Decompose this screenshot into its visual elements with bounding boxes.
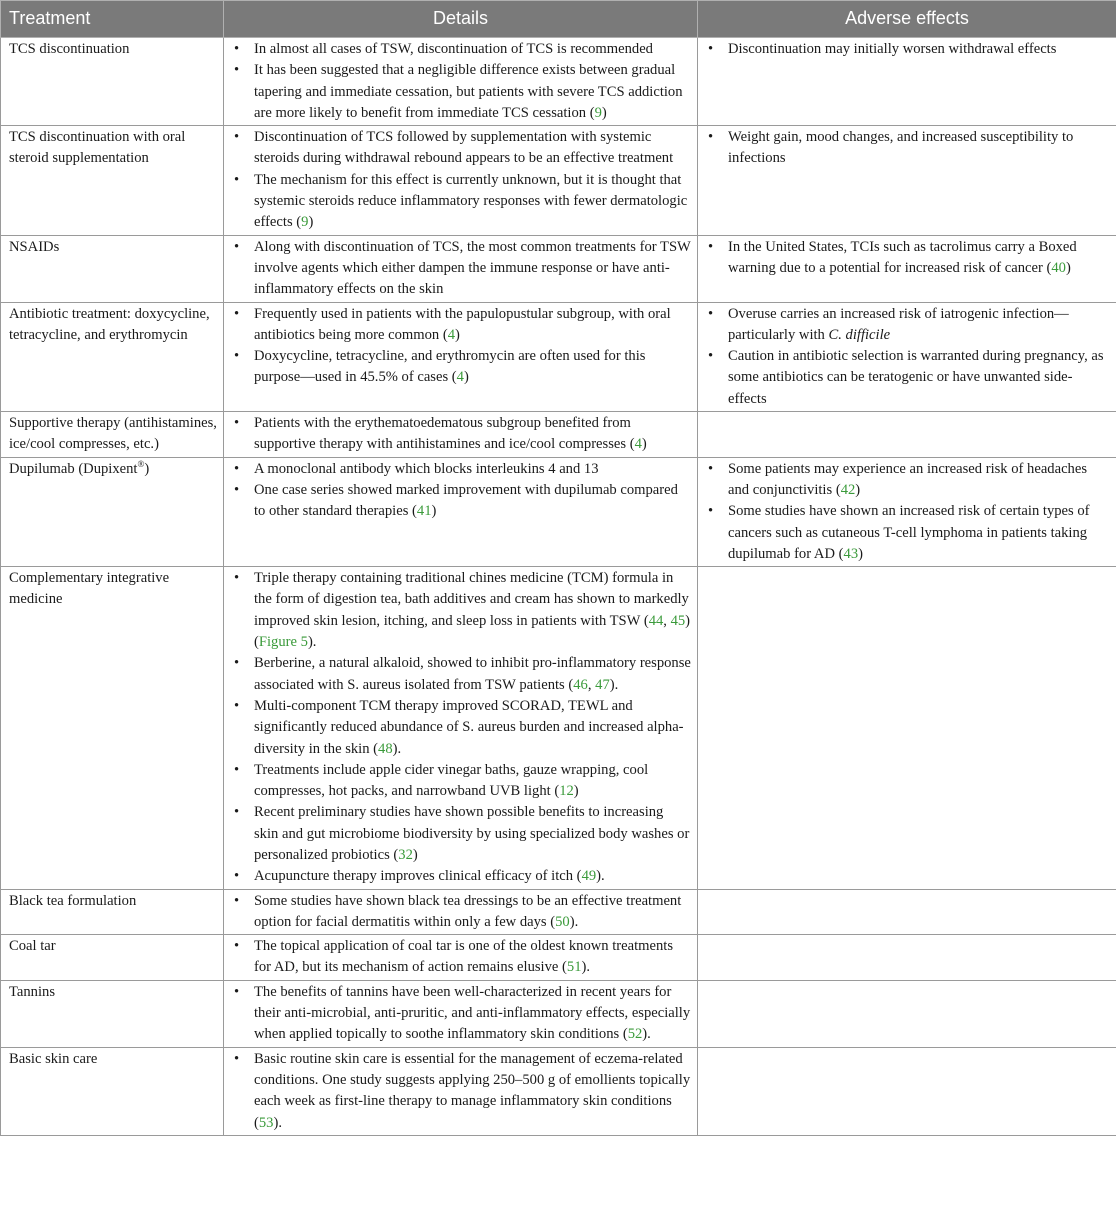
bullet-item: • Multi-component TCM therapy improved SCORAD, TEWL and significantly reduced abundance of S. aureus burden and increased alpha-diversity in the skin (48). [254, 696, 691, 760]
bullet-item: • Some studies have shown black tea dressings to be an effective treatment option for facial dermatitis within only a few days (50). [254, 891, 691, 934]
table-row [1, 889, 1116, 935]
bullet-item: • Berberine, a natural alkaloid, showed to inhibit pro-inflammatory response associated with S. aureus isolated from TSW patients (46, 47). [254, 653, 691, 696]
table-row [1, 126, 1116, 235]
adverse-effects-cell [698, 126, 1116, 235]
bullet-item: • Discontinuation may initially worsen withdrawal effects [728, 39, 1110, 60]
bullet-item: • Basic routine skin care is essential for the management of eczema-related conditions. One study suggests applying 250–500 g of emollients topically each week as first-line therapy to manage inflammatory skin conditions (53). [254, 1049, 691, 1134]
bullet-item: • Triple therapy containing traditional chines medicine (TCM) formula in the form of digestion tea, bath additives and cream has shown to markedly improved skin lesion, itching, and sleep loss in patients with TSW (44, 45) (Figure 5). [254, 568, 691, 653]
adverse-effects-cell [698, 889, 1116, 935]
bullet-item: • Doxycycline, tetracycline, and erythromycin are often used for this purpose—used in 45.5% of cases (4) [254, 346, 691, 389]
bullet-item: • Acupuncture therapy improves clinical efficacy of itch (49). [254, 866, 691, 887]
citation-link[interactable]: 40 [1051, 259, 1066, 276]
bullet-item: • The topical application of coal tar is one of the oldest known treatments for AD, but its mechanism of action remains elusive (51). [254, 936, 691, 979]
details-list [232, 304, 691, 389]
details-list [232, 459, 691, 523]
table-row [1, 935, 1116, 981]
adverse-effects-cell [698, 980, 1116, 1047]
details-cell [224, 302, 698, 411]
bullet-item: • Patients with the erythematoedematous subgroup benefited from supportive therapy with antihistamines and ice/cool compresses (4) [254, 413, 691, 456]
citation-link[interactable]: 4 [447, 326, 456, 343]
header-row [1, 1, 1116, 38]
details-list [232, 982, 691, 1046]
details-cell [224, 567, 698, 889]
details-list [232, 39, 691, 124]
details-cell [224, 38, 698, 126]
details-cell [224, 980, 698, 1047]
details-cell [224, 1047, 698, 1135]
adverse-effects-cell [698, 935, 1116, 981]
citation-link[interactable]: 44 [648, 612, 664, 629]
details-cell [224, 412, 698, 458]
adverse-effects-list [706, 304, 1110, 410]
bullet-item: • In almost all cases of TSW, discontinuation of TCS is recommended [254, 39, 691, 60]
citation-link[interactable]: 9 [301, 214, 309, 231]
citation-link[interactable]: 42 [840, 481, 856, 498]
citation-link[interactable]: 9 [594, 104, 602, 121]
details-cell [224, 935, 698, 981]
bullet-item: • Along with discontinuation of TCS, the most common treatments for TSW involve agents which either dampen the immune response or have anti-inflammatory effects on the skin [254, 237, 691, 301]
bullet-item: • In the United States, TCIs such as tacrolimus carry a Boxed warning due to a potential for increased risk of cancer (40) [728, 237, 1110, 280]
citation-link[interactable]: 12 [559, 783, 574, 800]
citation-link[interactable]: 43 [843, 545, 859, 562]
table-row [1, 1047, 1116, 1135]
header-details: Details [224, 1, 698, 38]
table-body [1, 38, 1116, 1136]
details-list [232, 936, 691, 979]
bullet-item: • One case series showed marked improvement with dupilumab compared to other standard therapies (41) [254, 480, 691, 523]
citation-link[interactable]: 48 [378, 740, 393, 757]
bullet-item: • Discontinuation of TCS followed by supplementation with systemic steroids during withdrawal rebound appears to be an effective treatment [254, 127, 691, 170]
details-cell [224, 126, 698, 235]
citation-link[interactable]: 53 [258, 1114, 274, 1131]
bullet-item: • It has been suggested that a negligible difference exists between gradual tapering and immediate cessation, but patients with severe TCS addiction are more likely to benefit from immediate TCS cessation (9) [254, 60, 691, 124]
treatment-cell: Dupilumab (Dupixent®) [1, 457, 224, 566]
adverse-effects-cell [698, 38, 1116, 126]
citation-link[interactable]: 46 [573, 676, 588, 693]
citation-link[interactable]: 4 [634, 436, 642, 453]
citation-link[interactable]: 47 [595, 676, 610, 693]
bullet-item: • Frequently used in patients with the papulopustular subgroup, with oral antibiotics being more common (4) [254, 304, 691, 347]
bullet-item: • The benefits of tannins have been well-characterized in recent years for their anti-microbial, anti-pruritic, and anti-inflammatory effects, especially when applied topically to soothe inflammatory skin conditions (52). [254, 982, 691, 1046]
treatment-cell: Tannins [1, 980, 224, 1047]
treatment-cell: TCS discontinuation [1, 38, 224, 126]
citation-link[interactable]: 52 [627, 1026, 643, 1043]
bullet-item: • Some studies have shown an increased risk of certain types of cancers such as cutaneous T-cell lymphoma in patients taking dupilumab for AD (43) [728, 501, 1110, 565]
bullet-item: • A monoclonal antibody which blocks interleukins 4 and 13 [254, 459, 691, 480]
details-list [232, 568, 691, 887]
table-row [1, 38, 1116, 126]
citation-link[interactable]: Figure 5 [258, 634, 308, 651]
details-list [232, 127, 691, 233]
adverse-effects-list [706, 39, 1110, 60]
treatment-cell: Basic skin care [1, 1047, 224, 1135]
bullet-item: • Some patients may experience an increased risk of headaches and conjunctivitis (42) [728, 459, 1110, 502]
adverse-effects-list [706, 459, 1110, 565]
bullet-item: • Caution in antibiotic selection is warranted during pregnancy, as some antibiotics can be teratogenic or have unwanted side-effects [728, 346, 1110, 410]
citation-link[interactable]: 51 [566, 959, 582, 976]
citation-link[interactable]: 41 [416, 503, 432, 520]
bullet-item: • Recent preliminary studies have shown possible benefits to increasing skin and gut microbiome biodiversity by using specialized body washes or personalized probiotics (32) [254, 802, 691, 866]
table-row [1, 567, 1116, 889]
table-row [1, 412, 1116, 458]
details-cell [224, 889, 698, 935]
treatment-cell: Black tea formulation [1, 889, 224, 935]
table-row [1, 457, 1116, 566]
adverse-effects-cell [698, 412, 1116, 458]
adverse-effects-cell [698, 457, 1116, 566]
treatment-cell: Coal tar [1, 935, 224, 981]
citation-link[interactable]: 49 [581, 868, 597, 885]
adverse-effects-cell [698, 1047, 1116, 1135]
adverse-effects-list [706, 237, 1110, 280]
adverse-effects-cell [698, 302, 1116, 411]
details-cell [224, 457, 698, 566]
treatment-cell: Supportive therapy (antihistamines, ice/cool compresses, etc.) [1, 412, 224, 458]
adverse-effects-list [706, 127, 1110, 170]
bullet-item: • Weight gain, mood changes, and increased susceptibility to infections [728, 127, 1110, 170]
details-list [232, 237, 691, 301]
adverse-effects-cell [698, 235, 1116, 302]
header-treatment: Treatment [1, 1, 224, 38]
table-row [1, 980, 1116, 1047]
details-cell [224, 235, 698, 302]
details-list [232, 1049, 691, 1134]
italic-text: C. difficile [828, 326, 891, 343]
table-row [1, 302, 1116, 411]
treatment-cell: Complementary integrative medicine [1, 567, 224, 889]
citation-link[interactable]: 50 [555, 913, 570, 930]
citation-link[interactable]: 32 [398, 846, 413, 863]
bullet-item: • Overuse carries an increased risk of iatrogenic infection—particularly with C. difficile [728, 304, 1110, 347]
treatment-cell: Antibiotic treatment: doxycycline, tetracycline, and erythromycin [1, 302, 224, 411]
treatment-cell: TCS discontinuation with oral steroid supplementation [1, 126, 224, 235]
bullet-item: • The mechanism for this effect is currently unknown, but it is thought that systemic steroids reduce inflammatory responses with fewer dermatologic effects (9) [254, 170, 691, 234]
details-list [232, 891, 691, 934]
citation-link[interactable]: 45 [670, 612, 686, 629]
table-row [1, 235, 1116, 302]
bullet-item: • Treatments include apple cider vinegar baths, gauze wrapping, cool compresses, hot packs, and narrowband UVB light (12) [254, 760, 691, 803]
header-adverse-effects: Adverse effects [698, 1, 1116, 38]
details-list [232, 413, 691, 456]
adverse-effects-cell [698, 567, 1116, 889]
citation-link[interactable]: 4 [456, 369, 464, 386]
treatment-cell: NSAIDs [1, 235, 224, 302]
registered-mark: ® [137, 458, 145, 469]
